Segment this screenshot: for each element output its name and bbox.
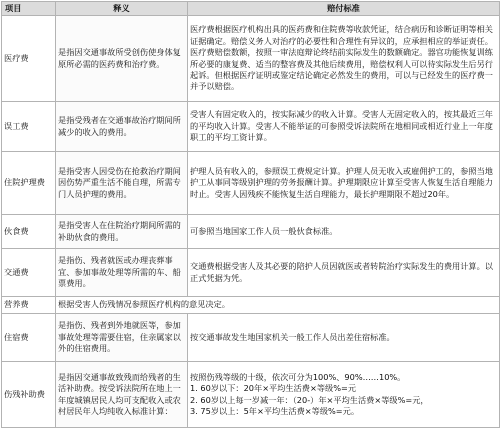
definition-cell: 是指伤、残者到外地就医等，参加事故处理等需要住宿，住亲属家以外的住宿费用。 — [56, 314, 188, 362]
item-cell: 住院护理费 — [2, 152, 56, 215]
item-cell: 交通费 — [2, 249, 56, 297]
table-row — [2, 102, 500, 152]
table-row — [2, 152, 500, 215]
definition-cell: 是指伤、残者就医或办理丧葬事宜、参加事故处理等所需的车、船票费用。 — [56, 249, 188, 297]
table-row — [2, 16, 500, 102]
definition-cell: 是指受残者在交通事故治疗期间所减少的收入的费用。 — [56, 102, 188, 152]
standard-cell — [188, 362, 500, 428]
table-row — [2, 297, 500, 314]
item-cell: 营养费 — [2, 297, 56, 314]
standard-line: 2. 60岁以上每一岁减一年：（20-）年×平均生活费×等级%=元， — [190, 394, 429, 405]
table-row — [2, 249, 500, 297]
compensation-table — [1, 1, 500, 428]
standard-line: 按照伤残等级的十级，依次可分为100%、90%……10%。 — [190, 371, 406, 382]
item-cell: 住宿费 — [2, 314, 56, 362]
table-row — [2, 215, 500, 249]
standard-cell: 按交通事故发生地国家机关一般工作人员出差住宿标准。 — [188, 314, 500, 362]
table-row — [2, 314, 500, 362]
item-cell: 误工费 — [2, 102, 56, 152]
item-cell: 伤残补助费 — [2, 362, 56, 428]
item-cell: 医疗费 — [2, 16, 56, 102]
definition-cell: 是指因交通事故所受创伤使身体复原所必需的医药费和治疗费。 — [56, 16, 188, 102]
header-row — [2, 2, 500, 16]
item-cell: 伙食费 — [2, 215, 56, 249]
header-item: 项目 — [2, 2, 56, 16]
definition-cell: 是指因交通事故致残而给残者的生活补助费。按受诉法院所在地上一年度城镇居民人均可支配收入或农村居民年人均纯收入标准计算： — [56, 362, 188, 428]
header-standard: 赔付标准 — [188, 2, 500, 16]
standard-line: 3. 75岁以上：5年×平均生活费×等级%=元。 — [190, 405, 360, 416]
standard-line: 1. 60岁以下：20年×平均生活费×等级%=元 — [190, 383, 357, 394]
definition-cell: 是指受害人因受伤在抢救治疗期间因伤势严重生活不能自理，所需专门人员护理的费用。 — [56, 152, 188, 215]
standard-cell: 可参照当地国家工作人员一般伙食标准。 — [188, 215, 500, 249]
standard-cell: 护理人员有收入的，参照误工费规定计算。护理人员无收入或雇佣护工的，参照当地护工从事同等级别护理的劳务报酬计算。护理期限应计算至受害人恢复生活自理能力时止。受害人因残疾不能恢复生活自理能力，最长护理期限不超过20年。 — [188, 152, 500, 215]
standard-cell: 交通费根据受害人及其必要的陪护人员因就医或者转院治疗实际发生的费用计算。以正式凭据为凭。 — [188, 249, 500, 297]
table-row — [2, 362, 500, 428]
standard-cell: 受害人有固定收入的，按实际减少的收入计算。受害人无固定收入的，按其最近三年的平均收入计算。受害人不能举证的可参照受诉法院所在地相同或相近行业上一年度职工的平均工资计算。 — [188, 102, 500, 152]
definition-cell: 是指受害人在住院治疗期间所需的补助伙食的费用。 — [56, 215, 188, 249]
merged-cell: 根据受害人伤残情况参照医疗机构的意见决定。 — [56, 297, 500, 314]
standard-cell: 医疗费根据医疗机构出具的医药费和住院费等收款凭证，结合病历和诊断证明等相关证据确定。赔偿义务人对治疗的必要性和合理性有异议的，应承担相应的举证责任。医疗费赔偿数额，按照一审法庭辩论终结前实际发生的数额确定。器官功能恢复训练所必要的康复费、适当的整容费及其他后续费用，赔偿权利人可以待实际发生后另行起诉。但根据医疗证明或鉴定结论确定必然发生的费用，可以与已经发生的医疗费一并予以赔偿。 — [188, 16, 500, 102]
header-definition: 释义 — [56, 2, 188, 16]
